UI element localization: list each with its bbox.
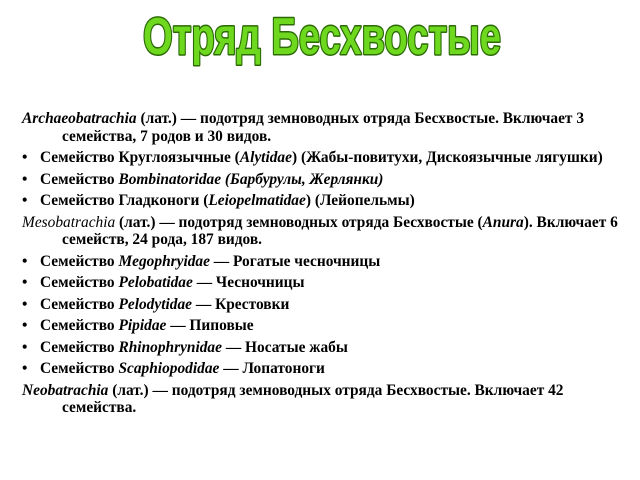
family-prefix: Семейство <box>40 274 119 291</box>
suborder-archaeobatrachia <box>22 110 622 145</box>
suborder-name: Neobatrachia <box>22 381 109 399</box>
title-art <box>0 0 640 70</box>
family-item <box>22 339 622 357</box>
family-suffix: — Рогатые чесночницы <box>209 252 381 270</box>
family-prefix: Семейство Гладконоги ( <box>40 192 209 209</box>
suborder-name: Mesobatrachia <box>22 213 116 231</box>
family-prefix: Семейство Круглоязычные ( <box>40 149 240 166</box>
family-prefix: Семейство <box>40 252 119 270</box>
family-latin: Bombinatoridae (Барбурулы, Жерлянки) <box>118 170 384 188</box>
family-item <box>22 274 622 292</box>
suborder-latin: Anura <box>482 213 524 231</box>
suborder-description: (лат.) — подотряд земноводных отряда Бесхвостые. Включает 3 семейства, 7 родов и 30 видов. <box>62 110 585 145</box>
family-latin: Pelodytidae <box>118 295 192 313</box>
family-item <box>22 317 622 335</box>
family-latin: Megophryidae <box>118 252 210 270</box>
family-item <box>22 360 622 378</box>
family-prefix: Семейство <box>40 317 119 334</box>
family-prefix: Семейство <box>40 295 119 313</box>
family-item <box>22 149 622 167</box>
family-item <box>22 296 622 314</box>
family-prefix: Семейство <box>40 170 119 188</box>
page-title: Отряд Бесхвостые <box>143 8 501 66</box>
family-item <box>22 253 622 271</box>
family-prefix: Семейство <box>40 338 119 356</box>
family-suffix: ) (Жабы-повитухи, Дискоязычные лягушки) <box>291 149 603 166</box>
family-suffix: — Носатые жабы <box>221 338 348 356</box>
suborder-mesobatrachia <box>22 214 622 249</box>
family-suffix: ) (Лейопельмы) <box>305 192 415 209</box>
family-latin: Leiopelmatidae <box>208 192 306 209</box>
family-suffix: — Чесночницы <box>192 274 305 291</box>
family-latin: Pelobatidae <box>118 274 193 291</box>
title-banner <box>0 0 640 70</box>
suborder-neobatrachia <box>22 382 622 417</box>
family-latin: Pipidae <box>118 317 167 334</box>
family-suffix: — Лопатоноги <box>219 360 325 377</box>
family-suffix: — Пиповые <box>166 317 254 334</box>
family-prefix: Семейство <box>40 360 119 377</box>
family-latin: Alytidae <box>239 149 292 166</box>
suborder-description: (лат.) — подотряд земноводных отряда Бесхвостые. Включает 42 семейства. <box>62 381 564 416</box>
family-latin: Rhinophrynidae <box>118 338 222 356</box>
family-item <box>22 171 622 189</box>
family-item <box>22 192 622 210</box>
suborder-name: Archaeobatrachia <box>22 110 137 127</box>
suborder-description: (лат.) — подотряд земноводных отряда Бесхвостые ( <box>115 213 483 231</box>
family-suffix: — Крестовки <box>191 295 290 313</box>
suborder-description-end: ). Включает 6 семейств, 24 рода, 187 видов. <box>62 213 618 248</box>
main-content <box>22 110 622 421</box>
family-latin: Scaphiopodidae <box>118 360 220 377</box>
